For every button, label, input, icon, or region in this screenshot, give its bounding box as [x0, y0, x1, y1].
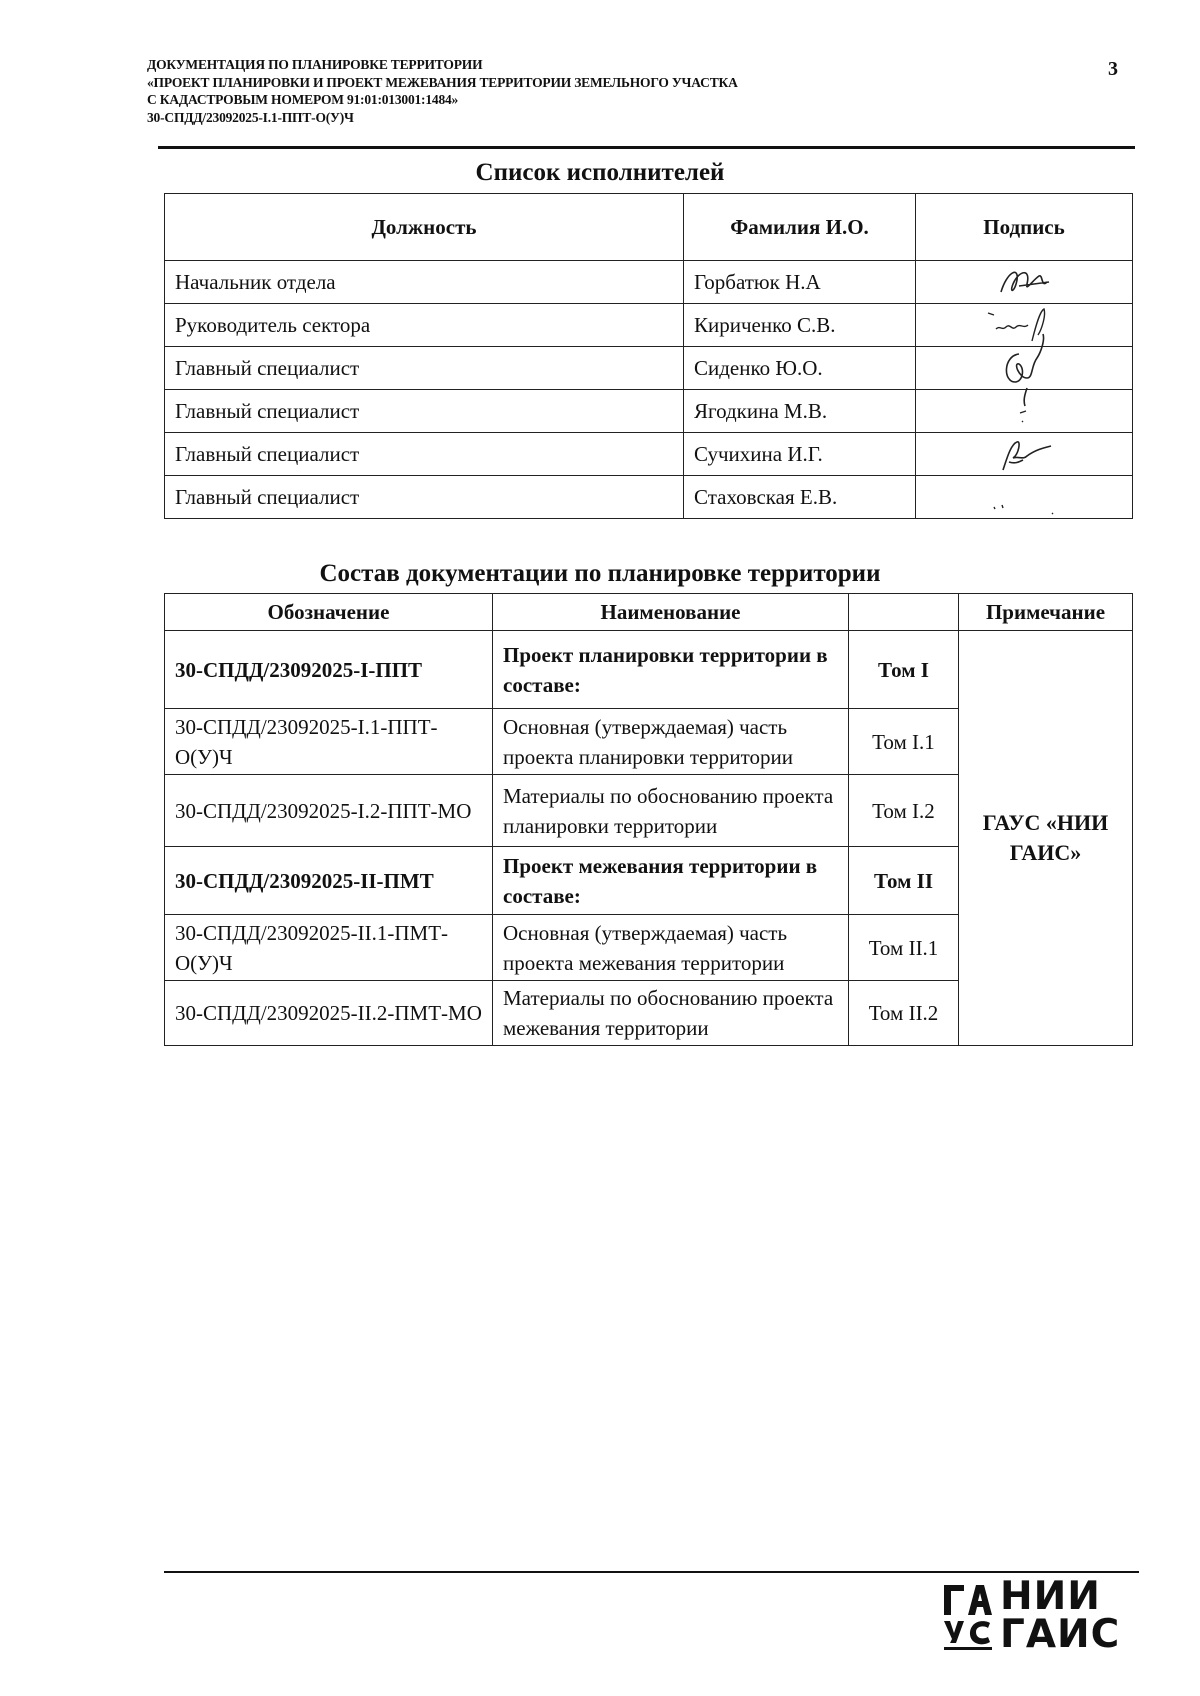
logo-mark-icon — [942, 1581, 994, 1653]
signature-image — [989, 262, 1059, 302]
name-cell: Кириченко С.В. — [684, 304, 916, 347]
position-cell: Руководитель сектора — [165, 304, 684, 347]
signature-image — [989, 434, 1059, 474]
executors-title: Список исполнителей — [475, 159, 725, 186]
code-cell: 30-СПДД/23092025-I.2-ППТ-МО — [165, 775, 493, 847]
column-header: Наименование — [493, 594, 849, 631]
header-line: 30-СПДД/23092025-I.1-ППТ-О(У)Ч — [147, 109, 354, 125]
name-cell: Основная (утверждаемая) часть проекта межевания территории — [493, 915, 849, 981]
position-cell: Начальник отдела — [165, 261, 684, 304]
name-cell: Материалы по обоснованию проекта планировки территории — [493, 775, 849, 847]
header-line: «ПРОЕКТ ПЛАНИРОВКИ И ПРОЕКТ МЕЖЕВАНИЯ ТЕРРИТОРИИ ЗЕМЕЛЬНОГО УЧАСТКА — [147, 74, 738, 90]
signature-image — [984, 305, 1064, 345]
signature-cell — [916, 347, 1133, 390]
name-cell: Сучихина И.Г. — [684, 433, 916, 476]
table-row — [165, 304, 1133, 347]
column-header: Примечание — [959, 594, 1133, 631]
signature-cell — [916, 390, 1133, 433]
composition-table — [164, 593, 1133, 1046]
signature-cell — [916, 304, 1133, 347]
signature-cell — [916, 476, 1133, 519]
header-divider — [158, 146, 1135, 149]
volume-cell: Том II.2 — [849, 981, 959, 1046]
logo-text-line: НИИ — [1000, 1574, 1101, 1619]
table-row — [165, 433, 1133, 476]
name-cell: Ягодкина М.В. — [684, 390, 916, 433]
position-cell: Главный специалист — [165, 433, 684, 476]
table-row — [165, 631, 1133, 709]
document-header — [147, 56, 1027, 126]
table-row — [165, 261, 1133, 304]
footer-divider — [164, 1571, 1139, 1573]
header-line: ДОКУМЕНТАЦИЯ ПО ПЛАНИРОВКЕ ТЕРРИТОРИИ — [147, 57, 483, 72]
header-line: С КАДАСТРОВЫМ НОМЕРОМ 91:01:013001:1484» — [147, 92, 459, 107]
name-cell: Проект планировки территории в составе: — [493, 631, 849, 709]
position-cell: Главный специалист — [165, 347, 684, 390]
logo-text — [1000, 1574, 1121, 1657]
volume-cell: Том I.1 — [849, 709, 959, 775]
table-row — [165, 347, 1133, 390]
name-cell: Стаховская Е.В. — [684, 476, 916, 519]
note-cell: ГАУС «НИИ ГАИС» — [959, 631, 1133, 1046]
composition-title: Состав документации по планировке территории — [319, 560, 881, 587]
volume-cell: Том II.1 — [849, 915, 959, 981]
column-header: Фамилия И.О. — [684, 194, 916, 261]
table-header-row — [165, 594, 1133, 631]
signature-image — [989, 348, 1059, 388]
signature-cell — [916, 433, 1133, 476]
signature-image — [984, 477, 1064, 517]
name-cell: Материалы по обоснованию проекта межевания территории — [493, 981, 849, 1046]
position-cell: Главный специалист — [165, 390, 684, 433]
code-cell: 30-СПДД/23092025-II-ПМТ — [165, 847, 493, 915]
table-header-row — [165, 194, 1133, 261]
table-row — [165, 476, 1133, 519]
page-number: 3 — [1108, 58, 1118, 80]
signature-cell — [916, 261, 1133, 304]
code-cell: 30-СПДД/23092025-I-ППТ — [165, 631, 493, 709]
name-cell: Горбатюк Н.А — [684, 261, 916, 304]
position-cell: Главный специалист — [165, 476, 684, 519]
name-cell: Проект межевания территории в составе: — [493, 847, 849, 915]
org-logo — [942, 1574, 1122, 1658]
column-header: Обозначение — [165, 594, 493, 631]
table-row — [165, 390, 1133, 433]
logo-text-line: ГАИС — [1000, 1612, 1121, 1657]
code-cell: 30-СПДД/23092025-II.1-ПМТ-О(У)Ч — [165, 915, 493, 981]
volume-cell: Том II — [849, 847, 959, 915]
name-cell: Основная (утверждаемая) часть проекта планировки территории — [493, 709, 849, 775]
name-cell: Сиденко Ю.О. — [684, 347, 916, 390]
column-header — [849, 594, 959, 631]
executors-table — [164, 193, 1133, 519]
code-cell: 30-СПДД/23092025-I.1-ППТ-О(У)Ч — [165, 709, 493, 775]
column-header: Должность — [165, 194, 684, 261]
volume-cell: Том I — [849, 631, 959, 709]
volume-cell: Том I.2 — [849, 775, 959, 847]
column-header: Подпись — [916, 194, 1133, 261]
code-cell: 30-СПДД/23092025-II.2-ПМТ-МО — [165, 981, 493, 1046]
